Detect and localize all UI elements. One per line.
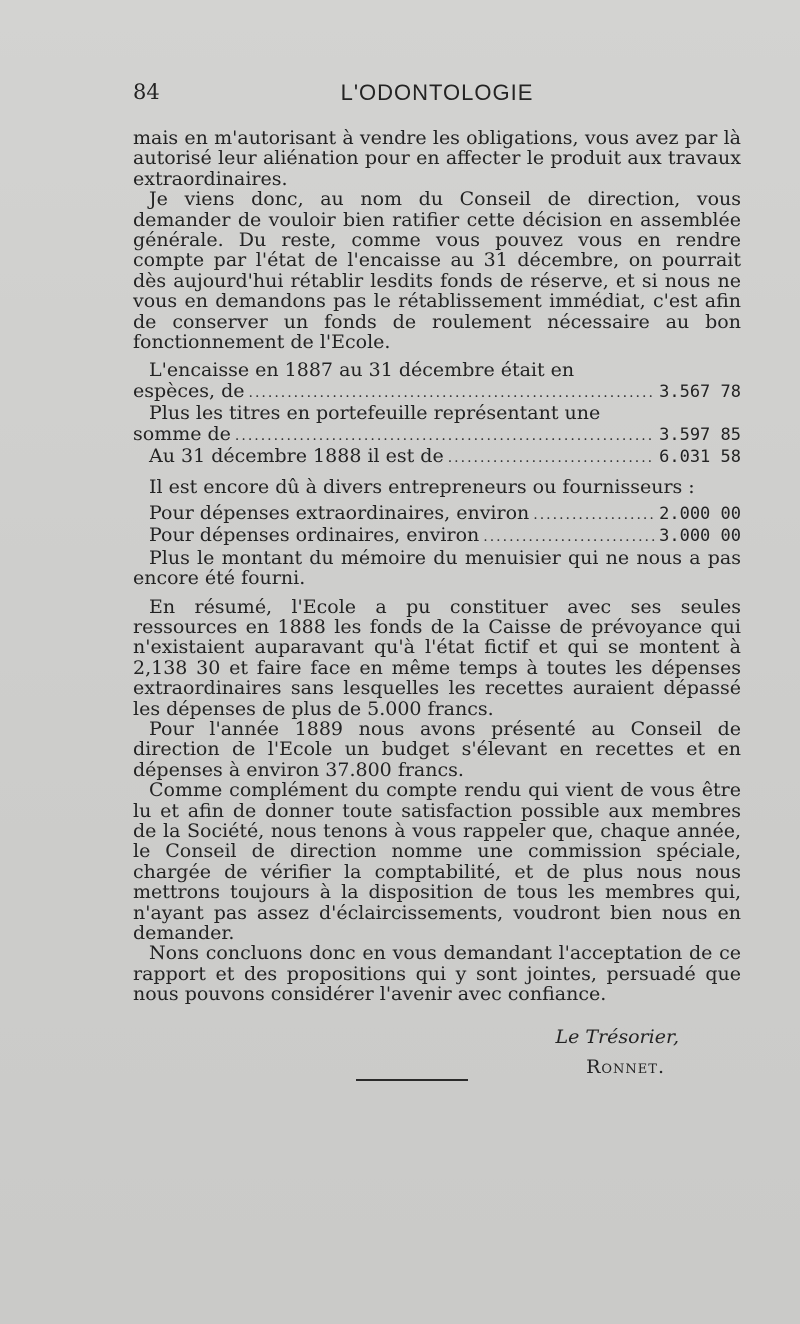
extra-expenses-label: Pour dépenses extraordinaires, environ — [149, 501, 530, 524]
dot-leader — [533, 505, 655, 525]
dec1888-label: Au 31 décembre 1888 il est de — [149, 445, 444, 468]
encaisse-label: espèces, de — [133, 379, 245, 402]
paragraph-continuation: mais en m'autorisant à vendre les obligations, vous avez par là autorisé leur aliénation pour en affecter le produit aux travaux extraordinaires. — [133, 127, 741, 190]
ordinary-expenses-label: Pour dépenses ordinaires, environ — [149, 524, 480, 547]
paragraph-resume: En résumé, l'Ecole a pu constituer avec ses seules ressources en 1888 les fonds de la Caisse de prévoyance qui n'existaient auparavant qu'à l'état fictif et qui se montent à 2,138 30 et faire face en même temps à toutes les dépenses extraordinaires sans lesquelles les recettes auraient dépassé les dépenses de plus de 5.000 francs. — [133, 595, 741, 720]
dot-leader — [483, 527, 655, 547]
paragraph-menuisier: Plus le montant du mémoire du menuisier qui ne nous a pas encore été fourni. — [133, 546, 741, 590]
signature-name: Ronnet. — [586, 1056, 665, 1079]
paragraph-ratification: Je viens donc, au nom du Conseil de direction, vous demander de vouloir bien ratifier cette décision en assemblée générale. Du reste, comme vous pouvez vous en rendre compte par l'état de l'encaisse au 31 décembre, on pourrait dès aujourd'hui rétablir lesdits fonds de réserve, et si nous ne vous en demandons pas le rétablissement immédiat, c'est afin de conserver un fonds de roulement nécessaire au bon fonctionnement de l'Ecole. — [133, 188, 741, 354]
dec1888-row — [133, 446, 741, 468]
encaisse-row — [133, 381, 741, 403]
titres-intro: Plus les titres en portefeuille représentant une — [149, 402, 601, 425]
ordinary-expenses-amount: 3.000 00 — [659, 526, 741, 547]
titres-row — [133, 424, 741, 446]
running-title: L'ODONTOLOGIE — [340, 80, 534, 105]
paragraph-budget-1889: Pour l'année 1889 nous avons présenté au Conseil de direction de l'Ecole un budget s'élevant en recettes et en dépenses à environ 37.800 francs. — [133, 717, 741, 781]
extra-expenses-amount: 2.000 00 — [659, 503, 741, 524]
dot-leader — [235, 426, 655, 446]
signature-role: Le Trésorier, — [555, 1025, 679, 1048]
paragraph-conclusion: Nons concluons donc en vous demandant l'acceptation de ce rapport et des propositions qui y sont jointes, persuadé que nous pouvons considérer l'avenir avec confiance. — [133, 942, 741, 1006]
page-body — [133, 128, 741, 1077]
page-number: 84 — [133, 80, 160, 104]
dot-leader — [448, 448, 655, 468]
extra-expenses-row — [133, 503, 741, 525]
titres-amount: 3.597 85 — [659, 424, 741, 445]
encaisse-intro: L'encaisse en 1887 au 31 décembre était en — [149, 359, 575, 382]
dec1888-amount: 6.031 58 — [659, 447, 741, 468]
ordinary-expenses-row — [133, 525, 741, 547]
page-header — [133, 80, 741, 110]
paragraph-complement: Comme complément du compte rendu qui vient de vous être lu et afin de donner toute satisfaction possible aux membres de la Société, nous tenons à vous rappeler que, chaque année, le Conseil de direction nomme une commission spéciale, chargée de vérifier la comptabilité, et de plus nous nous mettrons toujours à la disposition de tous les membres qui, n'ayant pas assez d'éclaircissements, voudront bien nous en demander. — [133, 779, 741, 945]
paragraph-debts-intro: Il est encore dû à divers entrepreneurs ou fournisseurs : — [149, 475, 695, 498]
closing-rule — [356, 1079, 468, 1081]
titres-label: somme de — [133, 422, 231, 445]
encaisse-amount: 3.567 78 — [659, 381, 741, 402]
dot-leader — [249, 383, 655, 403]
